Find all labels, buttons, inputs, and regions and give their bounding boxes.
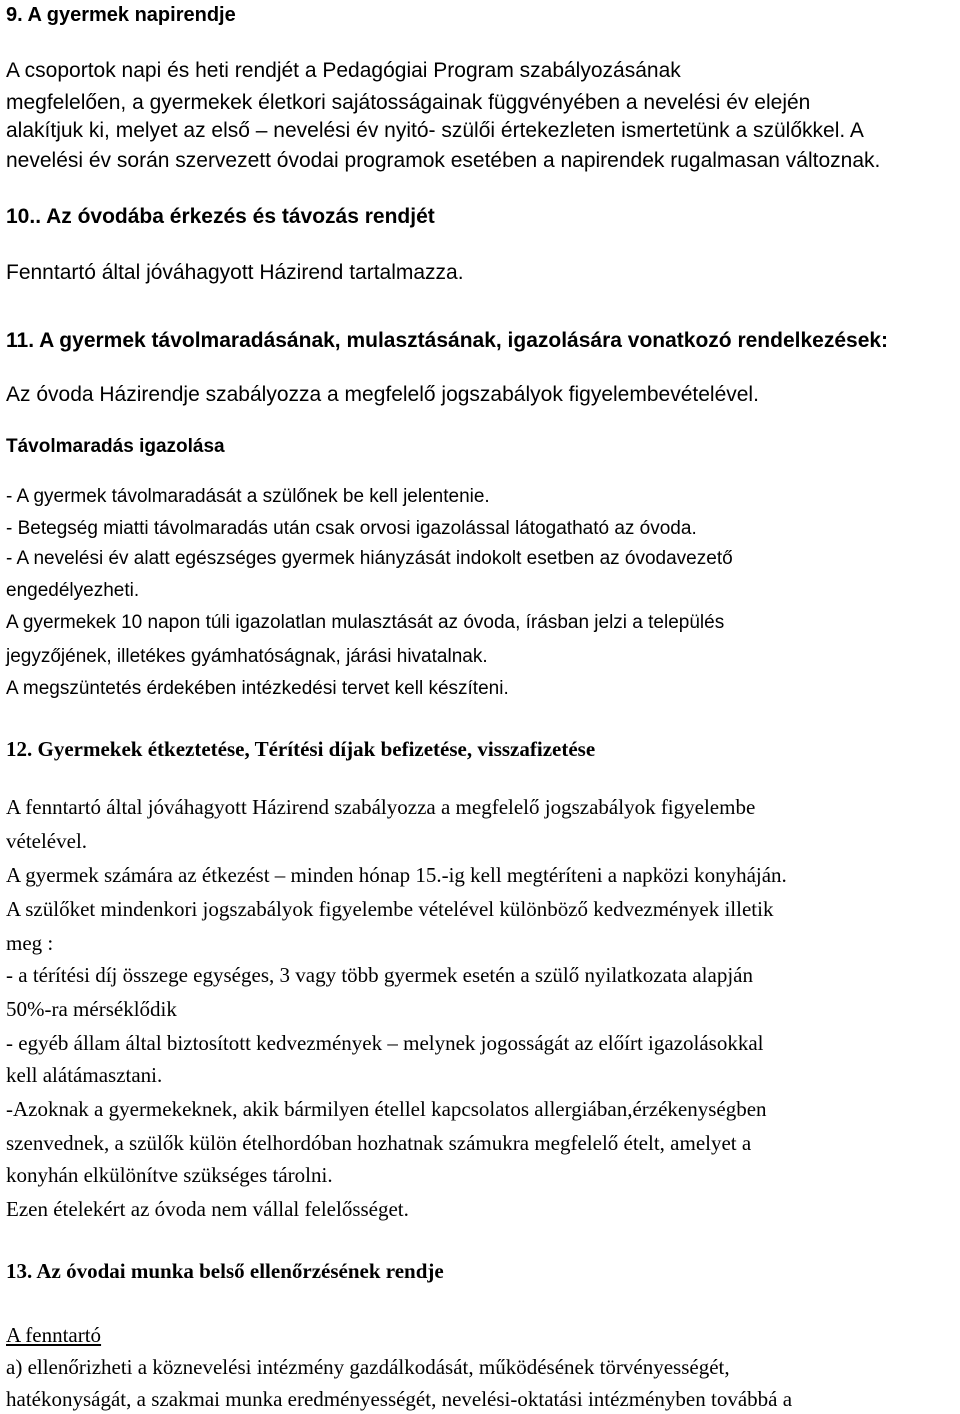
section-13-subheading: A fenntartó (6, 1323, 102, 1347)
section-12-line: - a térítési díj összege egységes, 3 vagy több gyermek esetén a szülő nyilatkozata alapján (6, 963, 753, 987)
section-12-line: A szülőket mindenkori jogszabályok figyelembe vételével különböző kedvezmények illetik (6, 897, 774, 921)
section-12-line: konyhán elkülönítve szükséges tárolni. (6, 1163, 333, 1187)
section-11-text: Az óvoda Házirendje szabályozza a megfelelő jogszabályok figyelembevételével. (6, 383, 759, 406)
section-12-line: meg : (6, 931, 54, 955)
section-11-line: engedélyezheti. (6, 580, 140, 601)
section-12-line: 50%-ra mérséklődik (6, 997, 177, 1021)
section-11-line: A megszüntetés érdekében intézkedési tervet kell készíteni. (6, 678, 509, 699)
section-10-text: Fenntartó által jóváhagyott Házirend tartalmazza. (6, 261, 464, 284)
section-11-subheading: Távolmaradás igazolása (6, 436, 225, 457)
section-12-line: A gyermek számára az étkezést – minden hónap 15.-ig kell megtéríteni a napközi konyháján. (6, 863, 787, 887)
section-13-line: hatékonyságát, a szakmai munka eredményességét, nevelési-oktatási intézményben továbbá a (6, 1387, 793, 1411)
section-11-line: - A nevelési év alatt egészséges gyermek hiányzását indokolt esetben az óvodavezető (6, 548, 733, 569)
section-12-heading: 12. Gyermekek étkeztetése, Térítési díjak befizetése, visszafizetése (6, 737, 596, 761)
section-11-line: A gyermekek 10 napon túli igazolatlan mulasztását az óvoda, írásban jelzi a település (6, 612, 725, 633)
section-9-paragraph-line: nevelési év során szervezett óvodai programok esetében a napirendek rugalmasan változnak. (6, 149, 881, 172)
section-9-heading: 9. A gyermek napirendje (6, 4, 236, 26)
section-12-line: vételével. (6, 829, 88, 853)
section-12-line: -Azoknak a gyermekeknek, akik bármilyen étellel kapcsolatos allergiában,érzékenységben (6, 1097, 767, 1121)
section-10-heading: 10.. Az óvodába érkezés és távozás rendjét (6, 205, 435, 228)
section-12-line: Ezen ételekért az óvoda nem vállal felelősséget. (6, 1197, 409, 1221)
section-13-heading: 13. Az óvodai munka belső ellenőrzésének rendje (6, 1259, 444, 1283)
section-9-paragraph-line: A csoportok napi és heti rendjét a Pedagógiai Program szabályozásának (6, 59, 681, 82)
section-11-line: jegyzőjének, illetékes gyámhatóságnak, járási hivatalnak. (6, 646, 488, 667)
section-11-line: - Betegség miatti távolmaradás után csak orvosi igazolással látogatható az óvoda. (6, 518, 697, 539)
section-12-line: kell alátámasztani. (6, 1063, 163, 1087)
section-11-heading: 11. A gyermek távolmaradásának, mulasztásának, igazolására vonatkozó rendelkezések: (6, 329, 889, 352)
section-13-line: a) ellenőrizheti a köznevelési intézmény gazdálkodását, működésének törvényességét, (6, 1355, 730, 1379)
section-12-line: szenvednek, a szülők külön ételhordóban hozhatnak számukra megfelelő ételt, amelyet a (6, 1131, 752, 1155)
section-9-paragraph-line: megfelelően, a gyermekek életkori sajátosságainak függvényében a nevelési év elején (6, 91, 811, 114)
section-12-line: - egyéb állam által biztosított kedvezmények – melynek jogosságát az előírt igazolásokkal (6, 1031, 764, 1055)
section-9-paragraph-line: alakítjuk ki, melyet az első – nevelési év nyitó- szülői értekezleten ismertetünk a szülőkkel. A (6, 119, 864, 142)
section-12-line: A fenntartó által jóváhagyott Házirend szabályozza a megfelelő jogszabályok figyelembe (6, 795, 756, 819)
section-11-line: - A gyermek távolmaradását a szülőnek be kell jelentenie. (6, 486, 490, 507)
